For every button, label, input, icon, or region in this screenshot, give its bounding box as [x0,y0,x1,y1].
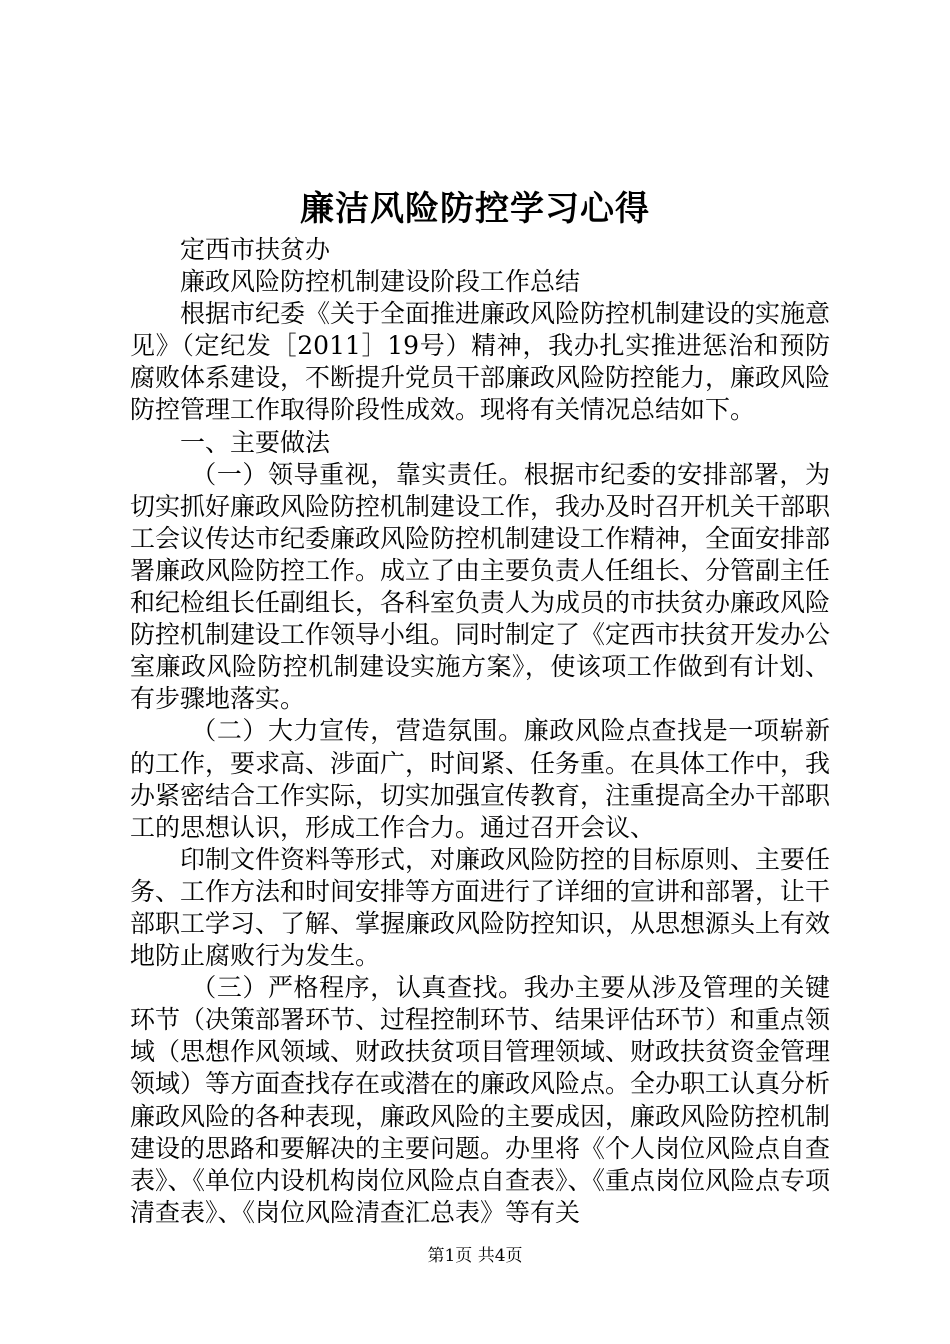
section-heading-main-practices: 一、主要做法 [180,427,331,457]
page-footer [0,1245,950,1267]
paragraph-procedure: （三）严格程序，认真查找。我办主要从涉及管理的关键环节（决策部署环节、过程控制环节、结果评估环节）和重点领域（思想作风领域、财政扶贫项目管理领域、财政扶贫资金管理领域）等方面查找存在或潜在的廉政风险点。全办职工认真分析廉政风险的各种表现，廉政风险的主要成因，廉政风险防控机制建设的思路和要解决的主要问题。办里将《个人岗位风险点自查表》、《单位内设机构岗位风险点自查表》、《重点岗位风险点专项清查表》、《岗位风险清查汇总表》等有关 [130,973,831,1227]
paragraph-organization: 定西市扶贫办 [180,235,331,264]
page-number: 第1页 [427,1246,473,1266]
paragraph-subtitle: 廉政风险防控机制建设阶段工作总结 [180,267,581,297]
page-total: 共4页 [477,1246,523,1266]
document-body [130,234,830,1229]
paragraph-publicity: （二）大力宣传，营造氛围。廉政风险点查找是一项崭新的工作，要求高、涉面广，时间紧、任务重。在具体工作中，我办紧密结合工作实际，切实加强宣传教育，注重提高全办干部职工的思想认识，形成工作合力。通过召开会议、 [130,716,831,842]
paragraph-leadership: （一）领导重视，靠实责任。根据市纪委的安排部署，为切实抓好廉政风险防控机制建设工作，我办及时召开机关干部职工会议传达市纪委廉政风险防控机制建设工作精神，全面安排部署廉政风险防控工作。成立了由主要负责人任组长、分管副主任和纪检组长任副组长，各科室负责人为成员的市扶贫办廉政风险防控机制建设工作领导小组。同时制定了《定西市扶贫开发办公室廉政风险防控机制建设实施方案》，使该项工作做到有计划、有步骤地落实。 [130,459,831,714]
paragraph-intro: 根据市纪委《关于全面推进廉政风险防控机制建设的实施意见》（定纪发［2011］19号）精神，我办扎实推进惩治和预防腐败体系建设，不断提升党员干部廉政风险防控能力，廉政风险防控管理工作取得阶段性成效。现将有关情况总结如下。 [130,299,831,425]
paragraph-publicity-continued: 印制文件资料等形式，对廉政风险防控的目标原则、主要任务、工作方法和时间安排等方面进行了详细的宣讲和部署，让干部职工学习、了解、掌握廉政风险防控知识，从思想源头上有效地防止腐败行为发生。 [130,844,831,971]
document-title: 廉洁风险防控学习心得 [300,189,650,229]
